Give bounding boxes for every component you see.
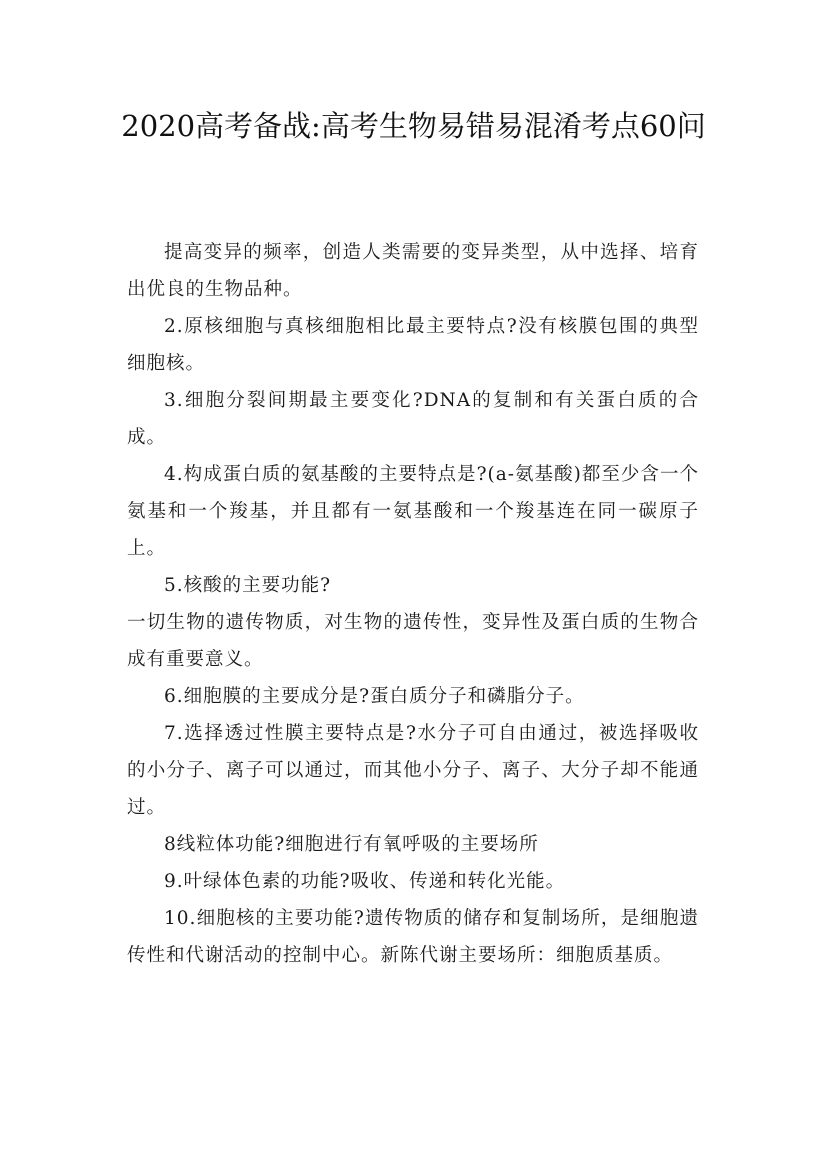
paragraph-4: 4.构成蛋白质的氨基酸的主要特点是?(a-氨基酸)都至少含一个氨基和一个羧基，并且都有一氨基酸和一个羧基连在同一碳原子上。 xyxy=(127,464,699,559)
document-title: 2020高考备战:高考生物易错易混淆考点60问 xyxy=(121,109,706,143)
paragraph-8: 7.选择透过性膜主要特点是?水分子可自由通过，被选择吸收的小分子、离子可以通过，而其他小分子、离子、大分子却不能通过。 xyxy=(127,723,699,818)
paragraph-7: 6.细胞膜的主要成分是?蛋白质分子和磷脂分子。 xyxy=(164,686,585,707)
paragraph-5: 5.核酸的主要功能? xyxy=(164,575,332,596)
paragraph-1: 提高变异的频率，创造人类需要的变异类型，从中选择、培育出优良的生物品种。 xyxy=(127,242,699,300)
paragraph-10: 9.叶绿体色素的功能?吸收、传递和转化光能。 xyxy=(164,871,566,892)
paragraph-3: 3.细胞分裂间期最主要变化?DNA的复制和有关蛋白质的合成。 xyxy=(127,390,699,448)
document-body xyxy=(127,234,699,974)
paragraph-2: 2.原核细胞与真核细胞相比最主要特点?没有核膜包围的典型细胞核。 xyxy=(127,316,699,374)
paragraph-11: 10.细胞核的主要功能?遗传物质的储存和复制场所，是细胞遗传性和代谢活动的控制中心。新陈代谢主要场所：细胞质基质。 xyxy=(127,908,699,966)
paragraph-9: 8线粒体功能?细胞进行有氧呼吸的主要场所 xyxy=(164,834,539,855)
paragraph-6: 一切生物的遗传物质，对生物的遗传性，变异性及蛋白质的生物合成有重要意义。 xyxy=(127,612,699,670)
